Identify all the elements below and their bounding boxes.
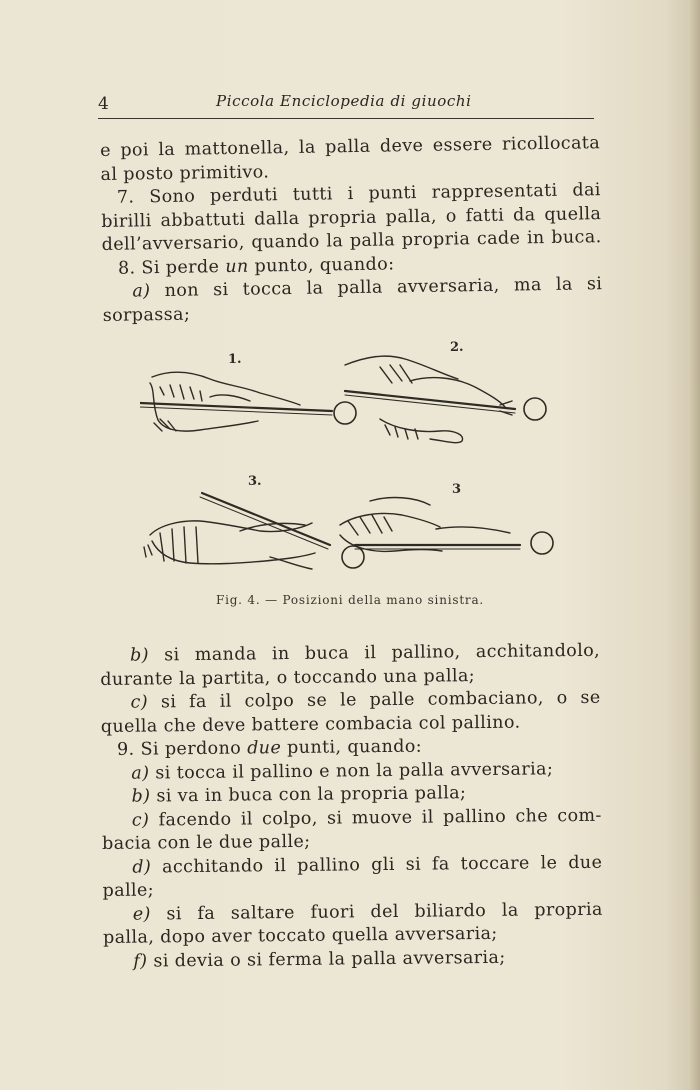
running-header xyxy=(98,92,594,119)
page-number: 4 xyxy=(98,94,109,114)
hand-position-4 xyxy=(340,498,553,554)
text-line: e poi la mattonella, la palla deve essere ricollocata xyxy=(100,133,601,161)
item-8b-line-2: durante la partita, o toccando una palla; xyxy=(100,665,476,690)
item-text: si fa saltare fuori del biliardo la propria xyxy=(150,899,603,924)
hand-position-2 xyxy=(345,356,546,443)
item-8a-line-2: sorpassa; xyxy=(102,304,191,326)
item-text: si devia o si ferma la palla avversaria; xyxy=(147,947,506,972)
text-line: 7. Sono perduti tutti i punti rappresentati dai xyxy=(116,180,602,208)
item-text: si va in buca con la propria palla; xyxy=(150,783,467,807)
rule-9-emphasis: due xyxy=(247,738,282,759)
figure-label-2: 2. xyxy=(450,340,464,355)
rule-9-tail: punti, quando: xyxy=(281,736,423,759)
item-letter: c) xyxy=(130,692,149,713)
item-9e-line-2: palla, dopo aver toccato quella avversaria; xyxy=(102,923,498,948)
item-letter: e) xyxy=(132,903,151,925)
hand-positions-illustration xyxy=(140,335,580,585)
item-letter: b) xyxy=(130,645,150,666)
item-text: facendo il colpo, si muove il pallino che com- xyxy=(149,805,602,830)
item-text: acchitando il pallino gli si fa toccare le due xyxy=(151,852,603,877)
text-block-top xyxy=(100,132,603,328)
running-title: Piccola Enciclopedia di giuochi xyxy=(216,92,472,110)
item-text: si fa il colpo se le palle combaciano, o se xyxy=(147,687,601,713)
item-text: non si tocca la palla avversaria, ma la si xyxy=(150,274,603,302)
figure-caption: Fig. 4. — Posizioni della mano sinistra. xyxy=(215,593,485,607)
page-edge xyxy=(688,0,700,1090)
rule-8-lead: 8. Si perde xyxy=(117,256,226,279)
rule-8-tail: punto, quando: xyxy=(248,253,395,277)
text-line: birilli abbattuti dalla propria palla, o fatti da quella xyxy=(101,203,602,232)
item-9f-line xyxy=(103,945,603,974)
item-text: si manda in buca il pallino, acchitandolo, xyxy=(148,640,601,666)
hand-position-1 xyxy=(140,372,356,431)
figure-label-3: 3. xyxy=(248,474,262,489)
rule-9-lead: 9. Si perdono xyxy=(116,738,248,760)
item-letter: f) xyxy=(133,951,148,972)
figure-label-4: 3 xyxy=(452,482,462,497)
item-letter: b) xyxy=(131,786,151,807)
item-text: si tocca il pallino e non la palla avversaria; xyxy=(149,758,554,783)
item-letter: c) xyxy=(131,809,150,831)
item-9d-line-2: palle; xyxy=(102,880,155,901)
item-letter: d) xyxy=(132,856,152,878)
hand-position-3 xyxy=(144,493,364,569)
item-8c-line-2: quella che deve battere combacia col pallino. xyxy=(100,712,521,737)
text-block-bottom xyxy=(100,640,603,974)
item-letter: a) xyxy=(131,762,150,784)
figure-label-1: 1. xyxy=(228,352,242,367)
text-line: al posto primitivo. xyxy=(100,161,270,185)
item-9c-line-2: bacia con le due palle; xyxy=(101,831,311,854)
text-line: dell’avversario, quando la palla propria cade in buca. xyxy=(101,227,602,255)
rule-8-emphasis: un xyxy=(225,256,249,277)
item-letter: a) xyxy=(132,281,151,302)
